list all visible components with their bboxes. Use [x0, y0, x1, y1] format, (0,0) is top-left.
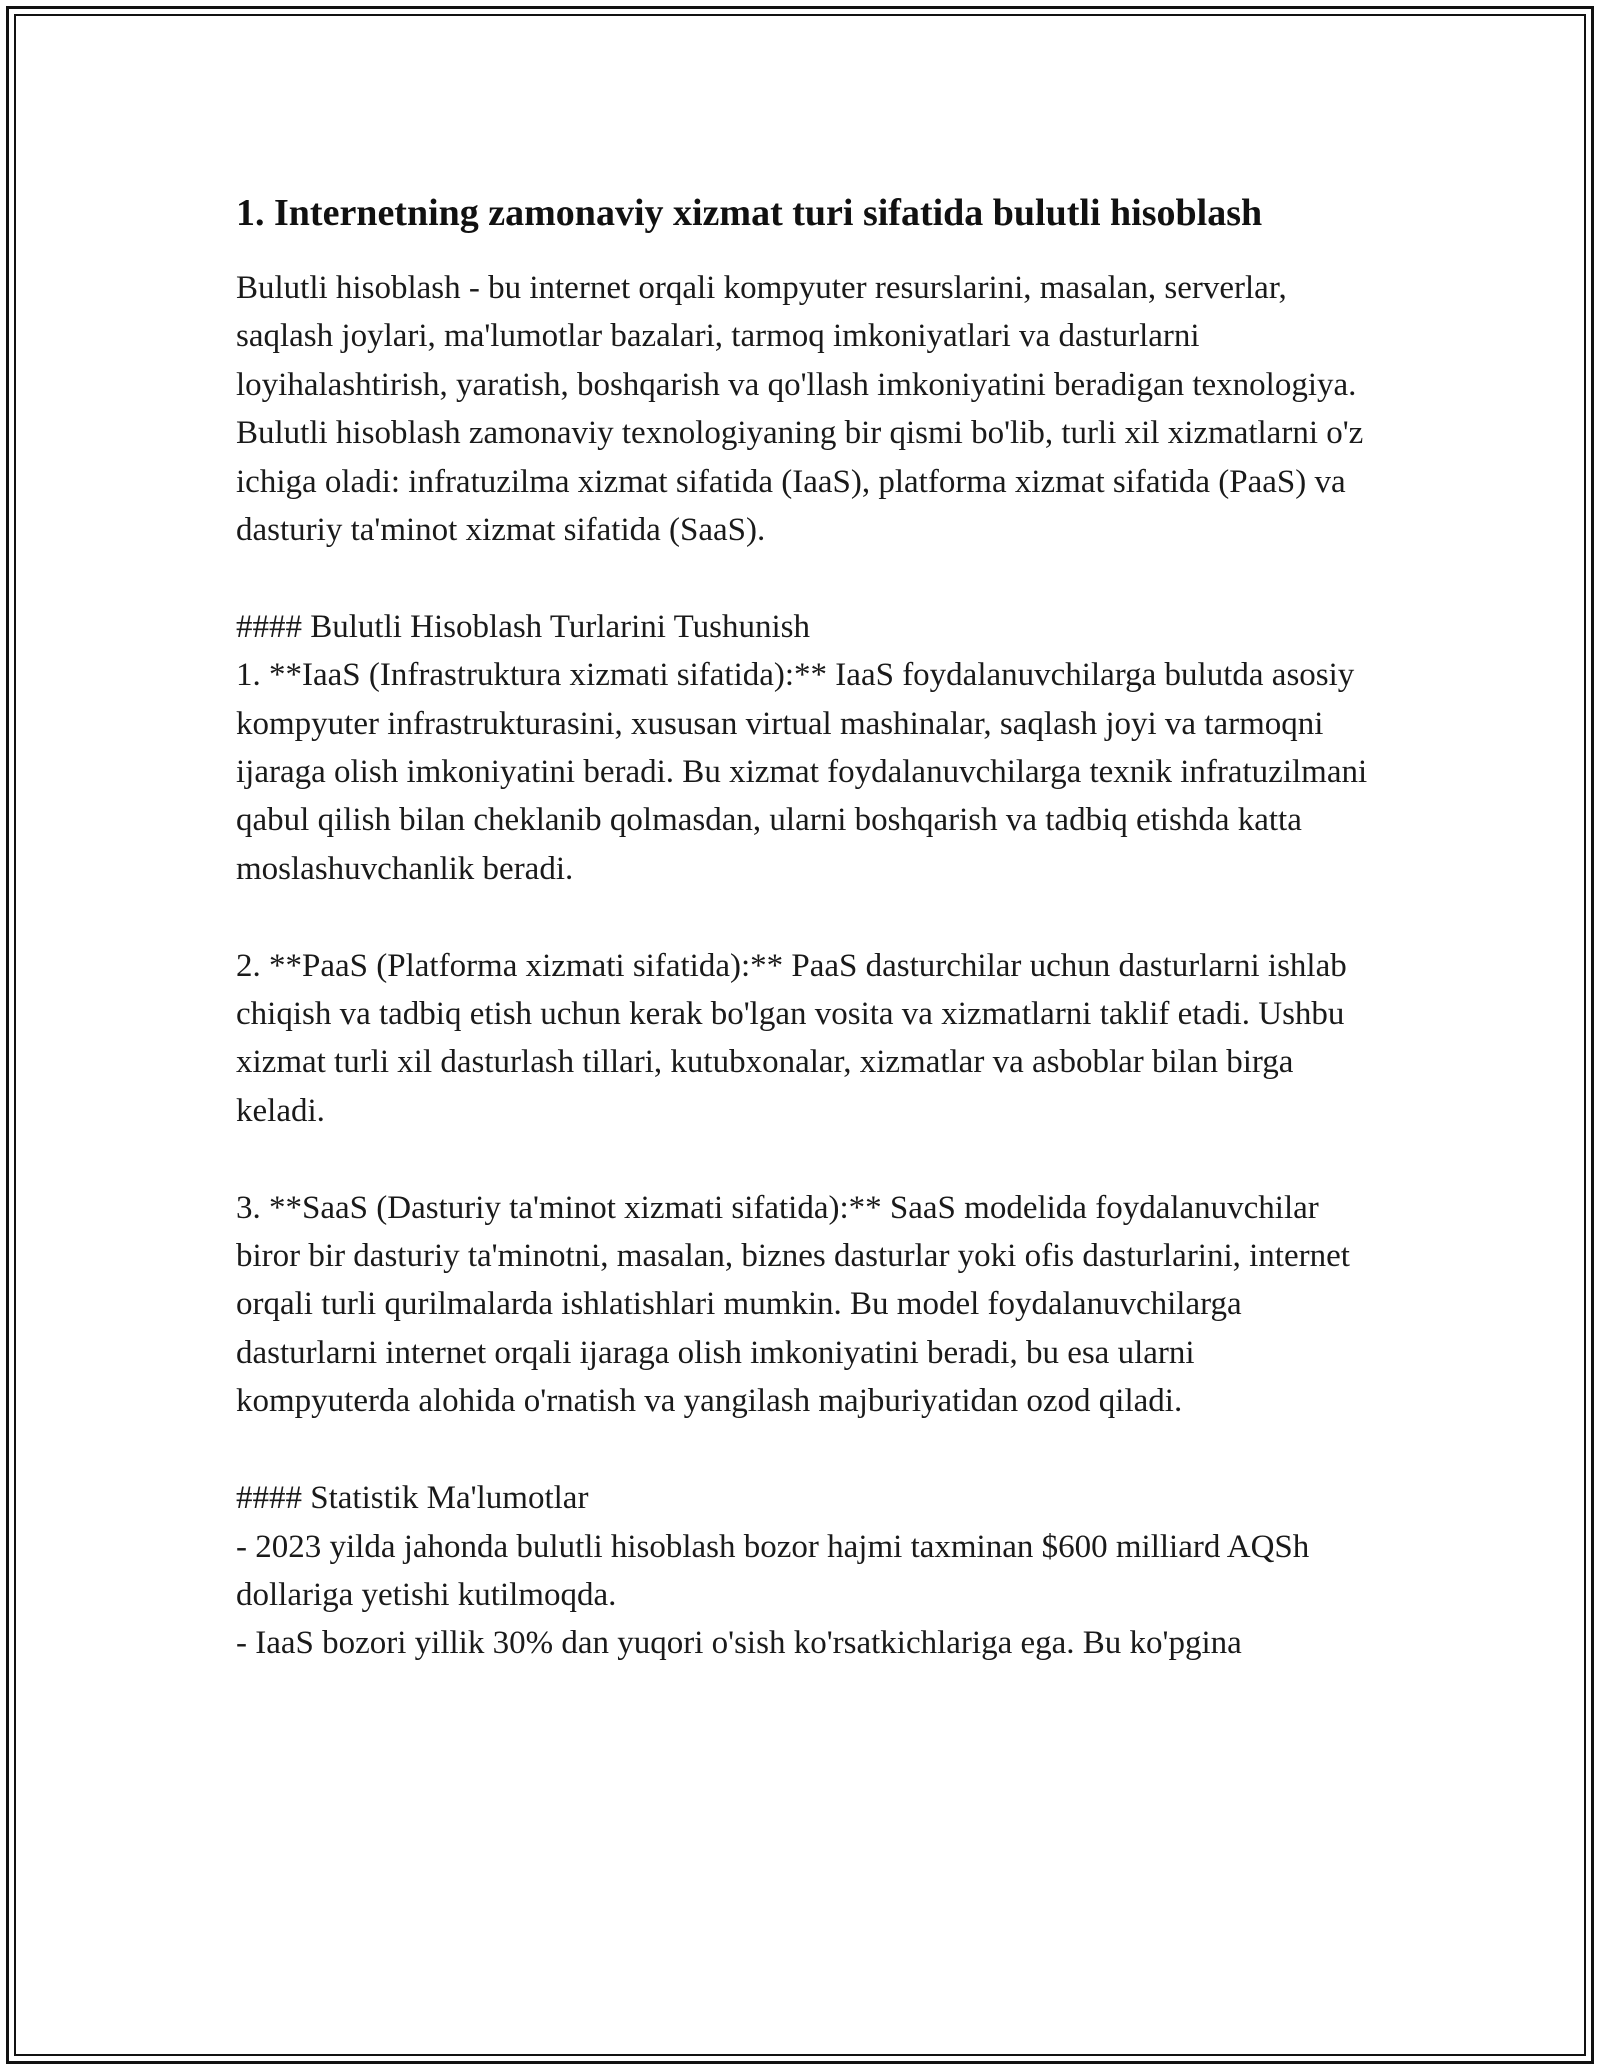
list-item-iaas: 1. **IaaS (Infrastruktura xizmati sifatida):** IaaS foydalanuvchilarga bulutda asosiy kompyuter infrastrukturasini, xususan virtual mashinalar, saqlash joyi va tarmoqni ijaraga olish imkoniyatini beradi. Bu xizmat foydalanuvchilarga texnik infratuzilmani qabul qilish bilan cheklanib qolmasdan, ularni boshqarish va tadbiq etishda katta moslashuvchanlik beradi. — [236, 657, 1368, 887]
intro-paragraph: Bulutli hisoblash - bu internet orqali kompyuter resurslarini, masalan, serverlar, saqlash joylari, ma'lumotlar bazalari, tarmoq imkoniyatlari va dasturlarni loyihalashtirish, yaratish, boshqarish va qo'llash imkoniyatini beradigan texnologiya. Bulutli hisoblash zamonaviy texnologiyaning bir qismi bo'lib, turli xil xizmatlarni o'z ichiga oladi: infratuzilma xizmat sifatida (IaaS), platforma xizmat sifatida (PaaS) va dasturiy ta'minot xizmat sifatida (SaaS). — [236, 270, 1364, 549]
statistic-market-size: - 2023 yilda jahonda bulutli hisoblash bozor hajmi taxminan $600 milliard AQSh dollariga yetishi kutilmoqda. — [236, 1528, 1310, 1613]
paragraph-gap — [236, 554, 1376, 602]
statistic-iaas-growth: - IaaS bozori yillik 30% dan yuqori o'sish ko'rsatkichlariga ega. Bu ko'pgina — [236, 1625, 1242, 1662]
list-item-paas: 2. **PaaS (Platforma xizmati sifatida):** PaaS dasturchilar uchun dasturlarni ishlab chiqish va tadbiq etish uchun kerak bo'lgan vosita va xizmatlarni taklif etadi. Ushbu xizmat turli xil dasturlash tillari, kutubxonalar, xizmatlar va asboblar bilan birga keladi. — [236, 947, 1347, 1129]
section-heading-types: #### Bulutli Hisoblash Turlarini Tushunish — [236, 608, 810, 645]
paragraph-gap — [236, 1135, 1376, 1183]
paragraph-gap — [236, 893, 1376, 941]
paragraph-gap — [236, 1426, 1376, 1474]
document-title: 1. Internetning zamonaviy xizmat turi sifatida bulutli hisoblash — [236, 192, 1263, 234]
list-item-saas: 3. **SaaS (Dasturiy ta'minot xizmati sifatida):** SaaS modelida foydalanuvchilar biror bir dasturiy ta'minotni, masalan, biznes dasturlar yoki ofis dasturlarini, internet orqali turli qurilmalarda ishlatishlari mumkin. Bu model foydalanuvchilarga dasturlarni internet orqali ijaraga olish imkoniyatini beradi, bu esa ularni kompyuterda alohida o'rnatish va yangilash majburiyatidan ozod qiladi. — [236, 1189, 1350, 1420]
document-page — [236, 186, 1376, 1668]
section-heading-statistics: #### Statistik Ma'lumotlar — [236, 1480, 589, 1517]
